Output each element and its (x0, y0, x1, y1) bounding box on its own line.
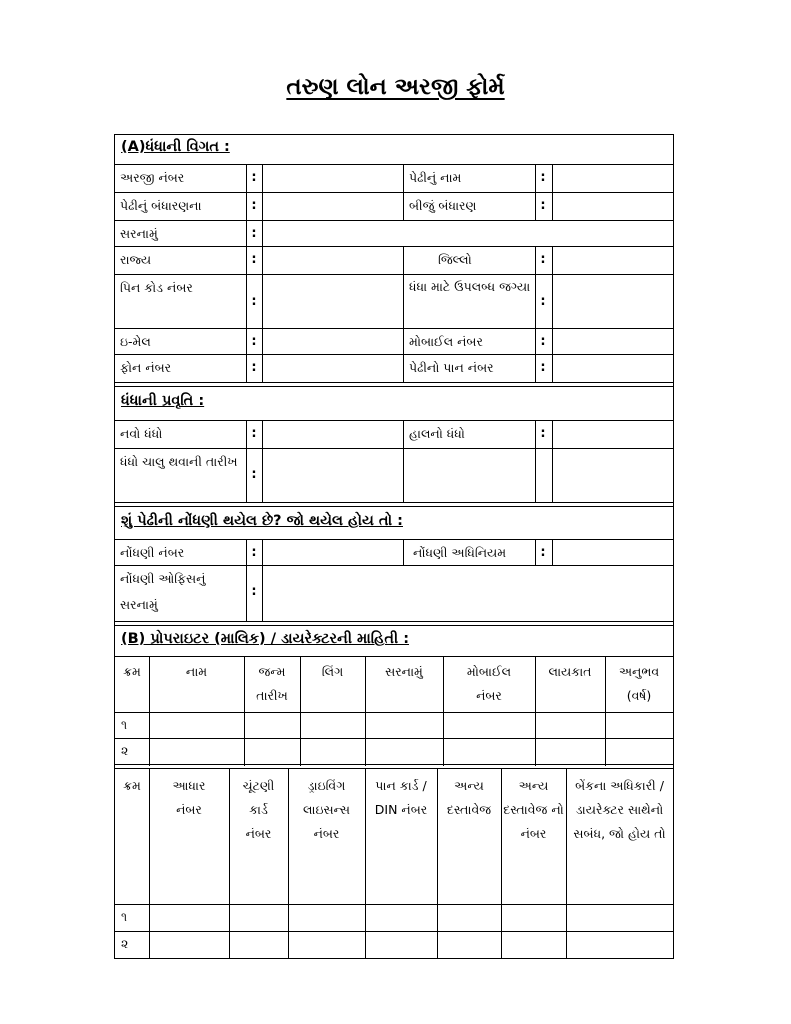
table1-header-mobile: મોબાઈલ નંબર (466, 664, 512, 703)
registration-act-label: નોંધણી અધિનિયમ (413, 545, 507, 560)
table2-header-driving-license: ડ્રાઇવિંગ લાઇસન્સ નંબર (302, 778, 351, 841)
new-business-label: નવો ધંધો (120, 426, 163, 441)
district-label: જિલ્લો (438, 252, 472, 267)
office-address-label: નોંધણી ઓફિસનું સરનામું (120, 571, 206, 612)
section-b-heading: (B) પ્રોપરાઇટર (માલિક) / ડાયરેક્ટરની માહિતી : (121, 631, 410, 647)
firm-constitution-label: પેઢીનું બંધારણના (120, 198, 202, 213)
colon: : (540, 545, 546, 560)
registration-no-label: નોંધણી નંબર (120, 545, 185, 560)
mobile-label: મોબાઈલ નંબર (409, 334, 483, 349)
table1-header-dob: જન્મ તારીખ (256, 664, 288, 703)
colon: : (251, 426, 257, 441)
colon: : (251, 360, 257, 375)
colon: : (540, 360, 546, 375)
table1-header-address: સરનામું (385, 664, 423, 679)
table1-header-gender: લિંગ (321, 664, 344, 679)
table1-header-name: નામ (185, 664, 208, 679)
colon: : (251, 252, 257, 267)
address-label: સરનામું (120, 226, 158, 241)
colon: : (251, 226, 257, 241)
table2-header-bank-relation: બેંકના અધિકારી / ડાયરેક્ટર સાથેનો સબંધ, જો હોય તો (573, 778, 666, 841)
section-a-heading: (A)ધંધાની વિગત : (121, 139, 230, 155)
table2-header-aadhaar: આધાર નંબર (172, 778, 206, 817)
colon: : (251, 294, 257, 309)
table1-row-number: ૨ (121, 743, 129, 758)
table2-header-pan-din: પાન કાર્ડ / DIN નંબર (374, 778, 428, 817)
table1-header-serial: ક્રમ (123, 664, 141, 679)
table2-row-number: ૧ (121, 909, 128, 924)
colon: : (251, 334, 257, 349)
colon: : (540, 334, 546, 349)
page-title: તરુણ લોન અરજી ફોર્મ (286, 74, 505, 100)
current-business-label: હાલનો ધંધો (409, 426, 465, 441)
table1-header-experience: અનુભવ (વર્ષ) (618, 664, 660, 703)
activity-heading: ધંધાની પ્રવૃતિ : (121, 393, 205, 409)
colon: : (540, 252, 546, 267)
table2-header-other-doc-no: અન્ય દસ્તાવેજ નો નંબર (503, 778, 564, 841)
application-no-label: અરજી નંબર (120, 170, 185, 185)
registration-heading: શું પેઢીની નોંધણી થયેલ છે? જો થયેલ હોય તો : (121, 513, 403, 529)
phone-label: ફોન નંબર (120, 360, 172, 375)
table1-header-qualification: લાયકાત (548, 664, 592, 679)
table2-header-voter-id: ચૂંટણી કાર્ડ નંબર (242, 778, 275, 841)
table1-row-number: ૧ (121, 717, 128, 732)
application-form (114, 134, 674, 959)
colon: : (251, 198, 257, 213)
colon: : (251, 584, 257, 599)
colon: : (251, 467, 257, 482)
colon: : (540, 294, 546, 309)
table2-row-number: ૨ (121, 936, 129, 951)
table2-header-serial: ક્રમ (123, 778, 141, 793)
pin-code-label: પિન કોડ નંબર (120, 280, 193, 295)
email-label: ઇ-મેલ (120, 334, 151, 349)
business-place-label: ધંધા માટે ઉપલબ્ધ જગ્યા (409, 279, 531, 294)
colon: : (251, 545, 257, 560)
other-constitution-label: બીજું બંધારણ (409, 198, 477, 213)
start-date-label: ધંધો ચાલુ થવાની તારીખ (120, 454, 238, 469)
firm-name-label: પેઢીનું નામ (409, 170, 462, 185)
colon: : (540, 426, 546, 441)
colon: : (251, 170, 257, 185)
state-label: રાજ્ય (120, 252, 152, 267)
colon: : (540, 170, 546, 185)
firm-pan-label: પેઢીનો પાન નંબર (409, 360, 494, 375)
table2-header-other-doc: અન્ય દસ્તાવેજ (446, 778, 492, 817)
colon: : (540, 198, 546, 213)
